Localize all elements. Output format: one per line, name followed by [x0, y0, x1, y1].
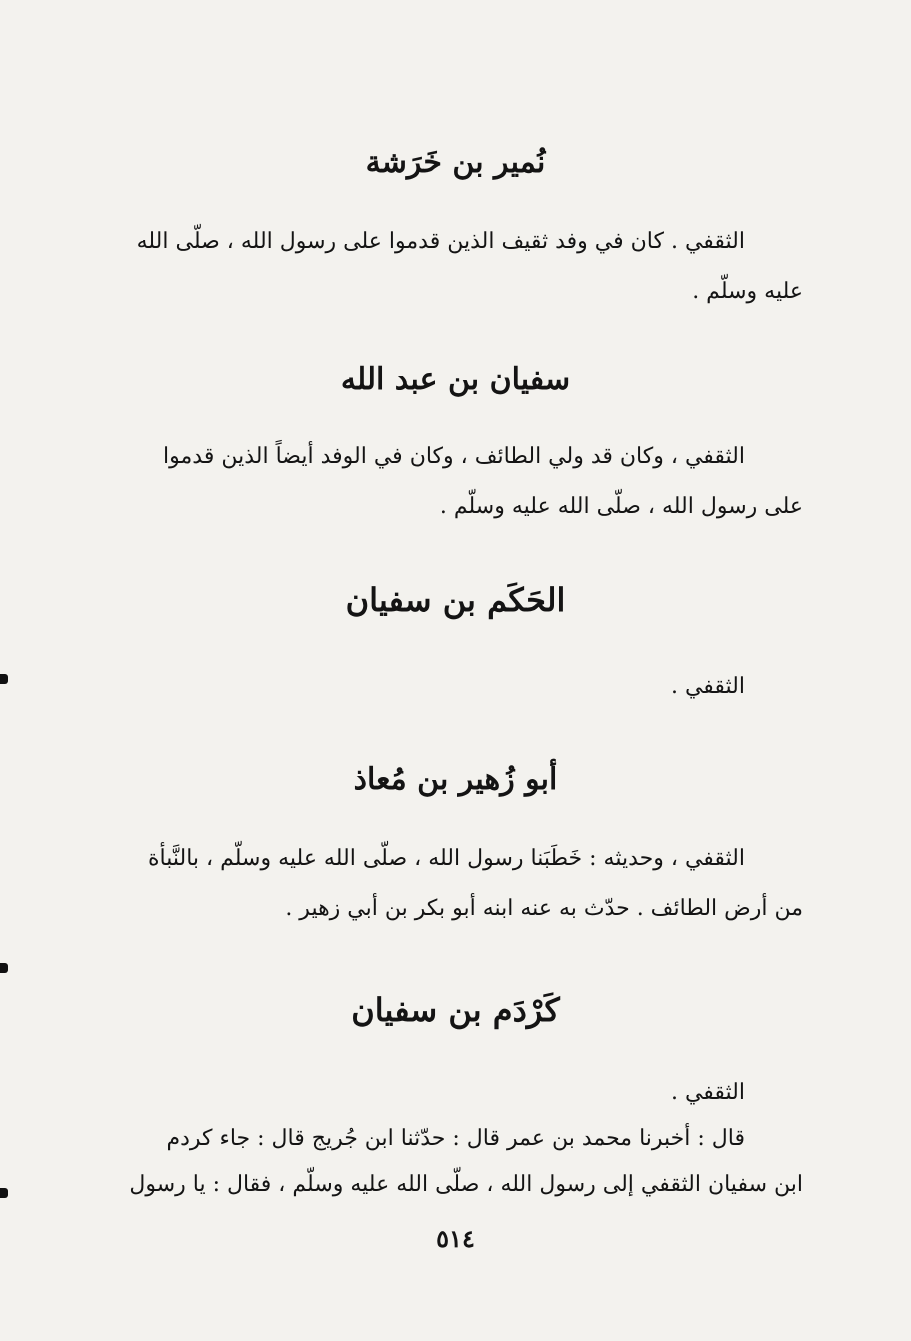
text-line: على رسول الله ، صلّى الله عليه وسلّم . [439, 494, 803, 519]
text-line: الثقفي . [670, 674, 745, 699]
scan-edge-mark [0, 963, 8, 973]
entry-text [103, 432, 803, 532]
entry-text [103, 1070, 803, 1208]
scan-edge-mark [0, 674, 8, 684]
text-line: عليه وسلّم . [692, 279, 803, 304]
scan-edge-mark [0, 1188, 8, 1198]
entry-heading: كَرْدَم بن سفيان [351, 991, 560, 1029]
text-line: الثقفي ، وكان قد ولي الطائف ، وكان في الوفد أيضاً الذين قدموا [163, 444, 745, 469]
entry-heading: أبو زُهير بن مُعاذ [353, 762, 558, 797]
entry-text [103, 834, 803, 934]
text-line: من أرض الطائف . حدّث به عنه ابنه أبو بكر بن أبي زهير . [285, 896, 803, 921]
entry-heading: نُمير بن خَرَشة [365, 145, 546, 180]
page-number: ٥١٤ [436, 1224, 475, 1253]
entry-text [103, 217, 803, 317]
text-line: الثقفي . [670, 1080, 745, 1105]
text-line: قال : أخبرنا محمد بن عمر قال : حدّثنا ابن جُريج قال : جاء كردم [166, 1126, 745, 1151]
text-line: الثقفي . كان في وفد ثقيف الذين قدموا على رسول الله ، صلّى الله [136, 229, 745, 254]
entry-text [103, 662, 803, 712]
entry-heading: سفيان بن عبد الله [340, 362, 571, 397]
text-line: الثقفي ، وحديثه : خَطَبَنا رسول الله ، صلّى الله عليه وسلّم ، بالنَّبأة [148, 846, 745, 871]
entry-heading: الحَكَم بن سفيان [345, 581, 566, 619]
text-line: ابن سفيان الثقفي إلى رسول الله ، صلّى الله عليه وسلّم ، فقال : يا رسول [129, 1172, 803, 1197]
